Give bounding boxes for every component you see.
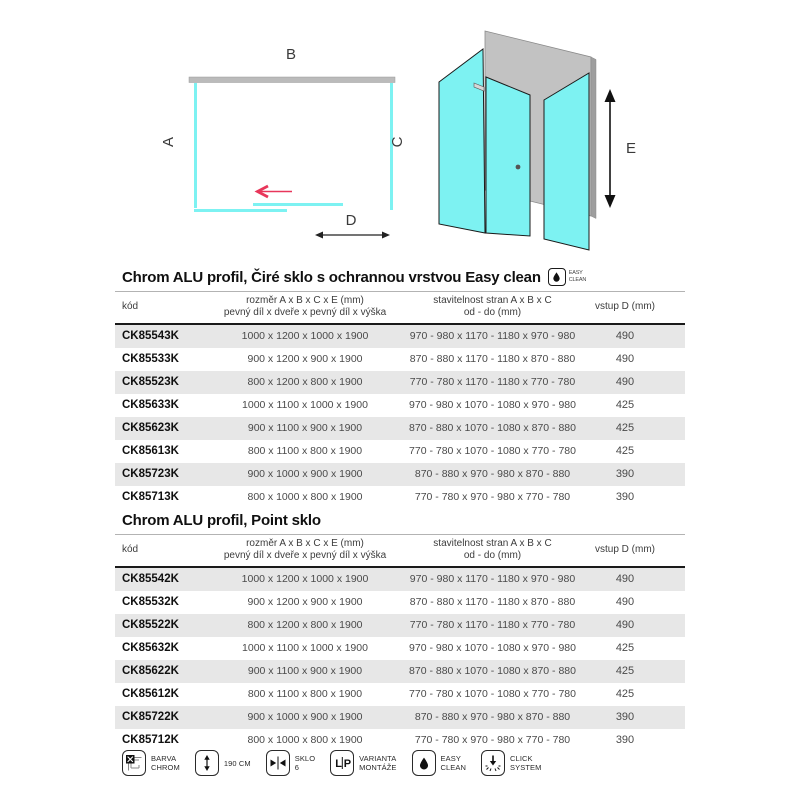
iso-wall-edge <box>591 57 596 219</box>
adjustability-value: 970 - 980 x 1070 - 1080 x 970 - 980 <box>409 399 576 411</box>
table-row <box>115 660 685 683</box>
adjustability-value: 770 - 780 x 1170 - 1180 x 770 - 780 <box>409 619 576 631</box>
badge-label: VARIANTA MONTÁŽE <box>359 754 397 772</box>
dimensions-value: 800 x 1000 x 800 x 1900 <box>247 491 363 503</box>
table-row <box>115 371 685 394</box>
entry-width-value: 425 <box>615 422 635 434</box>
product-code: CK85533K <box>122 353 179 365</box>
feature-pictograms <box>122 750 541 776</box>
entry-width-value: 490 <box>615 619 635 631</box>
product-code: CK85522K <box>122 619 179 631</box>
entry-width-value: 490 <box>615 330 635 342</box>
entry-width-value: 490 <box>615 376 635 388</box>
product-code: CK85722K <box>122 711 179 723</box>
table-row <box>115 417 685 440</box>
product-code: CK85633K <box>122 399 179 411</box>
svg-text:L: L <box>335 758 343 770</box>
dimensions-value: 900 x 1000 x 900 x 1900 <box>247 711 363 723</box>
iso-door-handle <box>516 165 521 170</box>
table-row <box>115 463 685 486</box>
col-header-rozmer: rozměr A x B x C x E (mm) pevný díl x dveře x pevný díl x výška <box>223 295 387 318</box>
section-easy-clean <box>115 266 685 509</box>
product-code: CK85542K <box>122 573 179 585</box>
adjustability-value: 870 - 880 x 1070 - 1080 x 870 - 880 <box>409 422 576 434</box>
table-row <box>115 394 685 417</box>
product-code: CK85612K <box>122 688 179 700</box>
entry-width-value: 425 <box>615 688 635 700</box>
dimensions-value: 900 x 1200 x 900 x 1900 <box>247 596 363 608</box>
dim-label-b: B <box>285 46 297 63</box>
col-header-vstup: vstup D (mm) <box>595 301 655 312</box>
dimensions-value: 1000 x 1200 x 1000 x 1900 <box>241 573 369 585</box>
entry-width-value: 425 <box>615 445 635 457</box>
adjustability-value: 770 - 780 x 970 - 980 x 770 - 780 <box>414 491 571 503</box>
dim-label-e: E <box>625 140 637 157</box>
adjustability-value: 770 - 780 x 1070 - 1080 x 770 - 780 <box>409 688 576 700</box>
iso-view-diagram <box>439 31 636 250</box>
table-row <box>115 325 685 348</box>
table-body <box>115 325 685 509</box>
section-title <box>122 266 685 288</box>
dimensions-value: 800 x 1000 x 800 x 1900 <box>247 734 363 746</box>
product-code: CK85713K <box>122 491 179 503</box>
entry-width-arrow-icon <box>315 232 390 239</box>
table-row <box>115 568 685 591</box>
adjustability-value: 970 - 980 x 1170 - 1180 x 970 - 980 <box>409 573 576 585</box>
product-code: CK85613K <box>122 445 179 457</box>
top-view-diagram <box>160 46 406 239</box>
badge-height <box>195 750 251 776</box>
entry-width-value: 390 <box>615 491 635 503</box>
table-header-row <box>115 534 685 568</box>
product-code: CK85723K <box>122 468 179 480</box>
entry-width-value: 490 <box>615 353 635 365</box>
product-code: CK85543K <box>122 330 179 342</box>
wall-bar <box>189 77 395 83</box>
table-row <box>115 348 685 371</box>
entry-width-value: 425 <box>615 399 635 411</box>
section-title <box>122 509 685 531</box>
entry-width-value: 425 <box>615 642 635 654</box>
adjustability-value: 870 - 880 x 970 - 980 x 870 - 880 <box>414 468 571 480</box>
dimensions-value: 900 x 1100 x 900 x 1900 <box>247 665 363 677</box>
section-point-sklo <box>115 509 685 752</box>
height-dimension-arrow-icon <box>605 89 616 208</box>
easy-clean-drop-icon <box>412 750 436 776</box>
adjustability-value: 970 - 980 x 1070 - 1080 x 970 - 980 <box>409 642 576 654</box>
badge-varianta <box>330 750 396 776</box>
table-body <box>115 568 685 752</box>
svg-text:P: P <box>343 758 352 770</box>
easy-clean-badge <box>548 268 586 286</box>
dimensions-value: 1000 x 1100 x 1000 x 1900 <box>242 399 368 411</box>
iso-right-panel <box>544 73 589 250</box>
badge-easy-clean <box>412 750 467 776</box>
col-header-kod: kód <box>122 301 139 312</box>
col-header-kod: kód <box>122 544 139 555</box>
col-header-rozmer: rozměr A x B x C x E (mm) pevný díl x dveře x pevný díl x výška <box>223 538 387 561</box>
dimensions-value: 900 x 1000 x 900 x 1900 <box>247 468 363 480</box>
badge-label: SKLO 6 <box>294 754 316 772</box>
adjustability-value: 770 - 780 x 970 - 980 x 770 - 780 <box>414 734 571 746</box>
badge-sklo <box>266 750 315 776</box>
dim-label-c: C <box>389 136 406 148</box>
dimensions-value: 800 x 1200 x 800 x 1900 <box>247 619 363 631</box>
product-code: CK85532K <box>122 596 179 608</box>
entry-width-value: 390 <box>615 711 635 723</box>
diagrams-svg <box>115 25 685 263</box>
lp-variant-icon <box>330 750 354 776</box>
badge-label: EASY CLEAN <box>440 754 467 772</box>
table-row <box>115 706 685 729</box>
product-code: CK85712K <box>122 734 179 746</box>
badge-label: CLICK SYSTEM <box>510 754 542 772</box>
table-header-row <box>115 291 685 325</box>
badge-click-system <box>481 750 541 776</box>
badge-label: BARVA CHROM <box>151 754 180 772</box>
easy-clean-badge-label: EASY CLEAN <box>568 270 587 283</box>
product-code: CK85622K <box>122 665 179 677</box>
dimensions-value: 800 x 1100 x 800 x 1900 <box>247 445 363 457</box>
badge-barva-chrom <box>122 750 180 776</box>
col-header-stavitelnost: stavitelnost stran A x B x C od - do (mm) <box>433 538 552 561</box>
dimensions-value: 900 x 1100 x 900 x 1900 <box>247 422 363 434</box>
iso-door-panel <box>486 77 530 236</box>
click-system-icon <box>481 750 505 776</box>
table-row <box>115 614 685 637</box>
adjustability-value: 870 - 880 x 1170 - 1180 x 870 - 880 <box>409 353 576 365</box>
adjustability-value: 870 - 880 x 1070 - 1080 x 870 - 880 <box>409 665 576 677</box>
glass-thickness-icon <box>266 750 290 776</box>
iso-left-panel <box>439 49 485 233</box>
product-code: CK85523K <box>122 376 179 388</box>
product-code: CK85632K <box>122 642 179 654</box>
dim-label-d: D <box>345 212 357 229</box>
entry-width-value: 390 <box>615 734 635 746</box>
col-header-stavitelnost: stavitelnost stran A x B x C od - do (mm) <box>433 295 552 318</box>
chrome-profile-icon <box>122 750 146 776</box>
table-row <box>115 729 685 752</box>
table-row <box>115 683 685 706</box>
col-header-vstup: vstup D (mm) <box>595 544 655 555</box>
dimensions-value: 1000 x 1100 x 1000 x 1900 <box>242 642 368 654</box>
dimensions-value: 800 x 1100 x 800 x 1900 <box>247 688 363 700</box>
section-title-text: Chrom ALU profil, Point sklo <box>122 511 321 529</box>
table-row <box>115 637 685 660</box>
entry-width-value: 490 <box>615 573 635 585</box>
entry-width-value: 425 <box>615 665 635 677</box>
table-row <box>115 486 685 509</box>
installation-diagrams <box>115 25 685 263</box>
section-title-text: Chrom ALU profil, Čiré sklo s ochrannou vrstvou Easy clean <box>122 268 541 286</box>
adjustability-value: 870 - 880 x 970 - 980 x 870 - 880 <box>414 711 571 723</box>
height-arrow-icon <box>195 750 219 776</box>
dimensions-value: 900 x 1200 x 900 x 1900 <box>247 353 363 365</box>
dim-label-a: A <box>160 136 177 148</box>
table-row <box>115 440 685 463</box>
slide-direction-arrow-icon <box>258 186 293 197</box>
entry-width-value: 490 <box>615 596 635 608</box>
adjustability-value: 970 - 980 x 1170 - 1180 x 970 - 980 <box>409 330 576 342</box>
dimensions-value: 1000 x 1200 x 1000 x 1900 <box>241 330 369 342</box>
easy-clean-drop-icon <box>548 268 566 286</box>
product-code: CK85623K <box>122 422 179 434</box>
table-row <box>115 591 685 614</box>
badge-label: 190 CM <box>223 758 251 768</box>
dimensions-value: 800 x 1200 x 800 x 1900 <box>247 376 363 388</box>
adjustability-value: 770 - 780 x 1070 - 1080 x 770 - 780 <box>409 445 576 457</box>
adjustability-value: 870 - 880 x 1170 - 1180 x 870 - 880 <box>409 596 576 608</box>
entry-width-value: 390 <box>615 468 635 480</box>
adjustability-value: 770 - 780 x 1170 - 1180 x 770 - 780 <box>409 376 576 388</box>
